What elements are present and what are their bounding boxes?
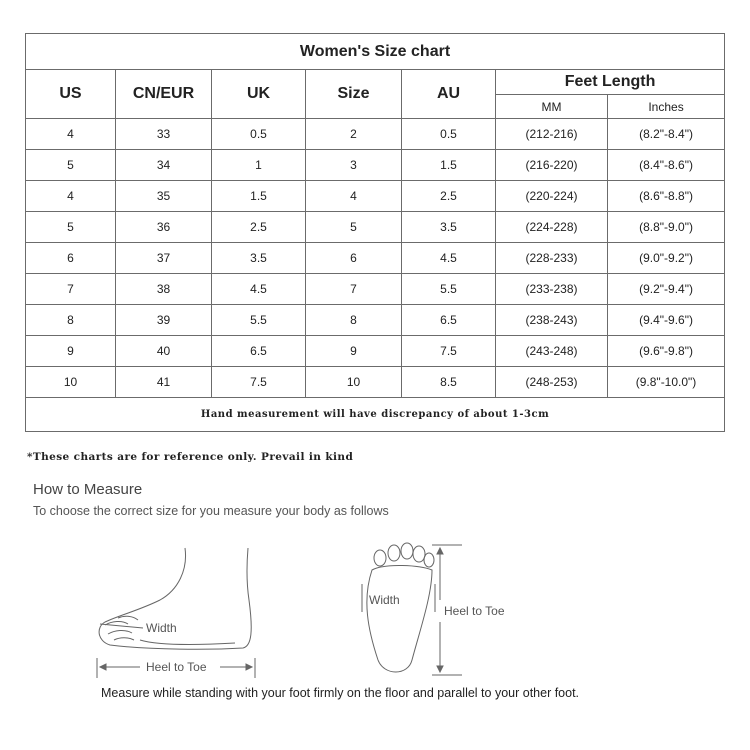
cell-size: 9 bbox=[306, 336, 402, 367]
cell-mm: (212-216) bbox=[496, 119, 608, 150]
cell-au: 0.5 bbox=[402, 119, 496, 150]
measure-title: How to Measure bbox=[33, 481, 143, 498]
cell-size: 7 bbox=[306, 274, 402, 305]
cell-cn-eur: 40 bbox=[116, 336, 212, 367]
cell-us: 8 bbox=[26, 305, 116, 336]
side-width-label: Width bbox=[146, 621, 177, 635]
cell-uk: 0.5 bbox=[212, 119, 306, 150]
cell-size: 3 bbox=[306, 150, 402, 181]
cell-uk: 2.5 bbox=[212, 212, 306, 243]
cell-us: 10 bbox=[26, 367, 116, 398]
cell-us: 4 bbox=[26, 119, 116, 150]
side-heel-to-toe-label: Heel to Toe bbox=[146, 660, 207, 674]
header-uk: UK bbox=[212, 70, 306, 119]
cell-uk: 6.5 bbox=[212, 336, 306, 367]
header-feet-length: Feet Length bbox=[496, 70, 725, 95]
cell-inches: (8.6"-8.8") bbox=[608, 181, 725, 212]
cell-size: 10 bbox=[306, 367, 402, 398]
cell-us: 7 bbox=[26, 274, 116, 305]
top-width-label: Width bbox=[369, 593, 400, 607]
header-au: AU bbox=[402, 70, 496, 119]
cell-uk: 1 bbox=[212, 150, 306, 181]
cell-cn-eur: 41 bbox=[116, 367, 212, 398]
cell-uk: 7.5 bbox=[212, 367, 306, 398]
cell-size: 4 bbox=[306, 181, 402, 212]
cell-mm: (243-248) bbox=[496, 336, 608, 367]
cell-cn-eur: 38 bbox=[116, 274, 212, 305]
cell-size: 5 bbox=[306, 212, 402, 243]
table-note: Hand measurement will have discrepancy of about 1-3cm bbox=[26, 398, 725, 432]
cell-size: 6 bbox=[306, 243, 402, 274]
cell-inches: (8.4"-8.6") bbox=[608, 150, 725, 181]
cell-au: 2.5 bbox=[402, 181, 496, 212]
cell-inches: (9.0"-9.2") bbox=[608, 243, 725, 274]
cell-cn-eur: 37 bbox=[116, 243, 212, 274]
cell-mm: (233-238) bbox=[496, 274, 608, 305]
cell-mm: (220-224) bbox=[496, 181, 608, 212]
cell-mm: (248-253) bbox=[496, 367, 608, 398]
cell-au: 8.5 bbox=[402, 367, 496, 398]
cell-au: 5.5 bbox=[402, 274, 496, 305]
cell-us: 6 bbox=[26, 243, 116, 274]
header-us: US bbox=[26, 70, 116, 119]
cell-size: 8 bbox=[306, 305, 402, 336]
reference-note: *These charts are for reference only. Prevail in kind bbox=[27, 451, 354, 463]
cell-inches: (8.2"-8.4") bbox=[608, 119, 725, 150]
cell-us: 9 bbox=[26, 336, 116, 367]
cell-us: 4 bbox=[26, 181, 116, 212]
cell-cn-eur: 35 bbox=[116, 181, 212, 212]
measure-instruction: Measure while standing with your foot firmly on the floor and parallel to your other foot. bbox=[101, 686, 580, 700]
header-cn-eur: CN/EUR bbox=[116, 70, 212, 119]
header-inches: Inches bbox=[608, 95, 725, 119]
cell-au: 4.5 bbox=[402, 243, 496, 274]
cell-inches: (8.8"-9.0") bbox=[608, 212, 725, 243]
cell-us: 5 bbox=[26, 150, 116, 181]
cell-inches: (9.2"-9.4") bbox=[608, 274, 725, 305]
cell-cn-eur: 33 bbox=[116, 119, 212, 150]
cell-uk: 3.5 bbox=[212, 243, 306, 274]
cell-cn-eur: 36 bbox=[116, 212, 212, 243]
measure-subtitle: To choose the correct size for you measure your body as follows bbox=[33, 504, 389, 518]
side-width-marker bbox=[100, 624, 143, 628]
table-title: Women's Size chart bbox=[26, 34, 725, 70]
cell-mm: (216-220) bbox=[496, 150, 608, 181]
cell-mm: (238-243) bbox=[496, 305, 608, 336]
cell-au: 7.5 bbox=[402, 336, 496, 367]
cell-uk: 5.5 bbox=[212, 305, 306, 336]
cell-au: 1.5 bbox=[402, 150, 496, 181]
header-size: Size bbox=[306, 70, 402, 119]
cell-au: 3.5 bbox=[402, 212, 496, 243]
cell-inches: (9.6"-9.8") bbox=[608, 336, 725, 367]
header-mm: MM bbox=[496, 95, 608, 119]
cell-mm: (228-233) bbox=[496, 243, 608, 274]
cell-inches: (9.4"-9.6") bbox=[608, 305, 725, 336]
cell-uk: 4.5 bbox=[212, 274, 306, 305]
cell-au: 6.5 bbox=[402, 305, 496, 336]
cell-inches: (9.8"-10.0") bbox=[608, 367, 725, 398]
cell-cn-eur: 39 bbox=[116, 305, 212, 336]
cell-mm: (224-228) bbox=[496, 212, 608, 243]
cell-uk: 1.5 bbox=[212, 181, 306, 212]
top-foot-illustration bbox=[367, 543, 434, 672]
cell-cn-eur: 34 bbox=[116, 150, 212, 181]
cell-us: 5 bbox=[26, 212, 116, 243]
cell-size: 2 bbox=[306, 119, 402, 150]
top-heel-to-toe-label: Heel to Toe bbox=[444, 604, 505, 618]
